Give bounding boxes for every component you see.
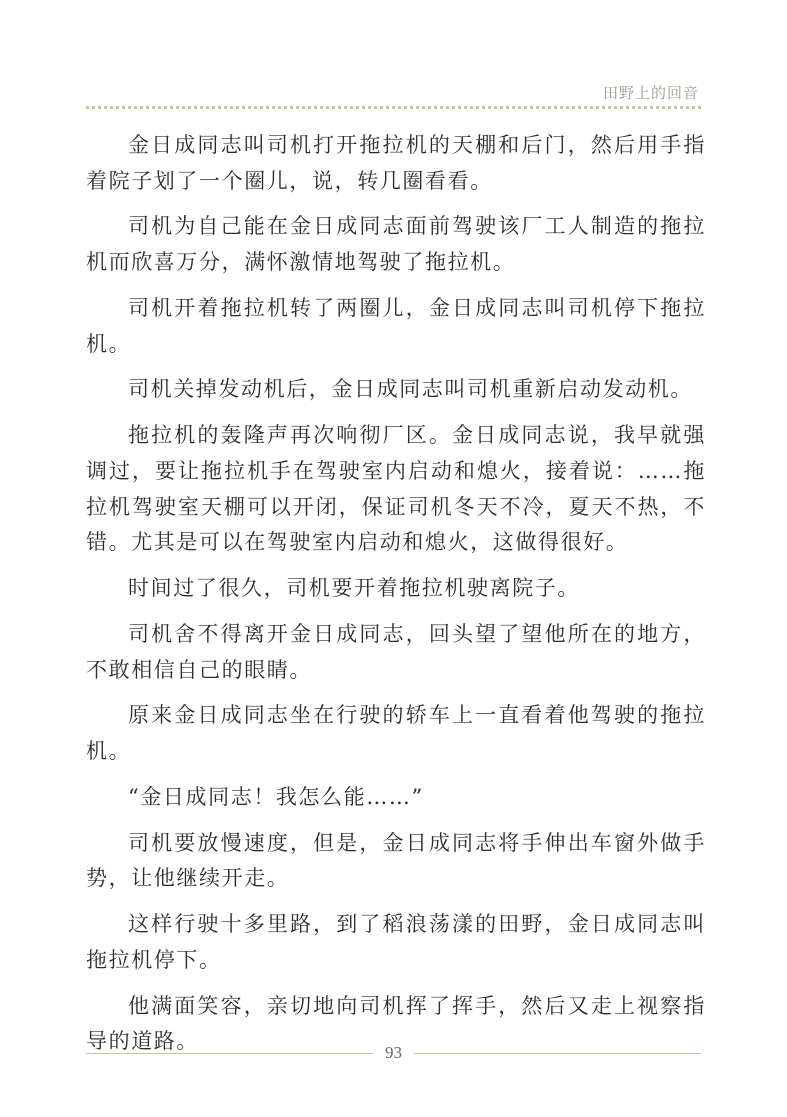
paragraph: 原来金日成同志坐在行驶的轿车上一直看着他驾驶的拖拉机。 [86,703,706,763]
paragraph-quote: “金日成同志！我怎么能……” [128,784,424,809]
paragraph: 他满面笑容，亲切地向司机挥了挥手，然后又走上视察指导的道路。 [86,993,706,1054]
page-footer [86,1043,701,1063]
paragraph: 司机舍不得离开金日成同志，回头望了望他所在的地方，不敢相信自己的眼睛。 [86,621,706,682]
body-text [86,128,706,1070]
paragraph: 司机关掉发动机后，金日成同志叫司机重新启动发动机。 [128,377,693,402]
footer-rule-left [86,1053,373,1054]
paragraph: 这样行驶十多里路，到了稻浪荡漾的田野，金日成同志叫拖拉机停下。 [86,912,706,972]
header-dotted-rule [86,106,701,109]
running-header-title: 田野上的回音 [602,84,699,102]
paragraph: 司机要放慢速度，但是，金日成同志将手伸出车窗外做手势，让他继续开走。 [86,830,706,891]
paragraph: 司机为自己能在金日成同志面前驾驶该厂工人制造的拖拉机而欣喜万分，满怀激情地驾驶了拖拉机。 [86,214,706,275]
footer-rule-right [414,1053,701,1054]
page-number: 93 [385,1043,402,1062]
paragraph: 司机开着拖拉机转了两圈儿，金日成同志叫司机停下拖拉机。 [86,295,706,356]
paragraph: 拖拉机的轰隆声再次响彻厂区。金日成同志说，我早就强调过，要让拖拉机手在驾驶室内启动和熄火，接着说：……拖拉机驾驶室天棚可以开闭，保证司机冬天不冷，夏天不热，不错。尤其是可以在驾驶室内启动和熄火，这做得很好。 [86,423,706,555]
paragraph: 时间过了很久，司机要开着拖拉机驶离院子。 [128,576,580,601]
paragraph: 金日成同志叫司机打开拖拉机的天棚和后门，然后用手指着院子划了一个圈儿，说，转几圈看看。 [86,133,706,193]
